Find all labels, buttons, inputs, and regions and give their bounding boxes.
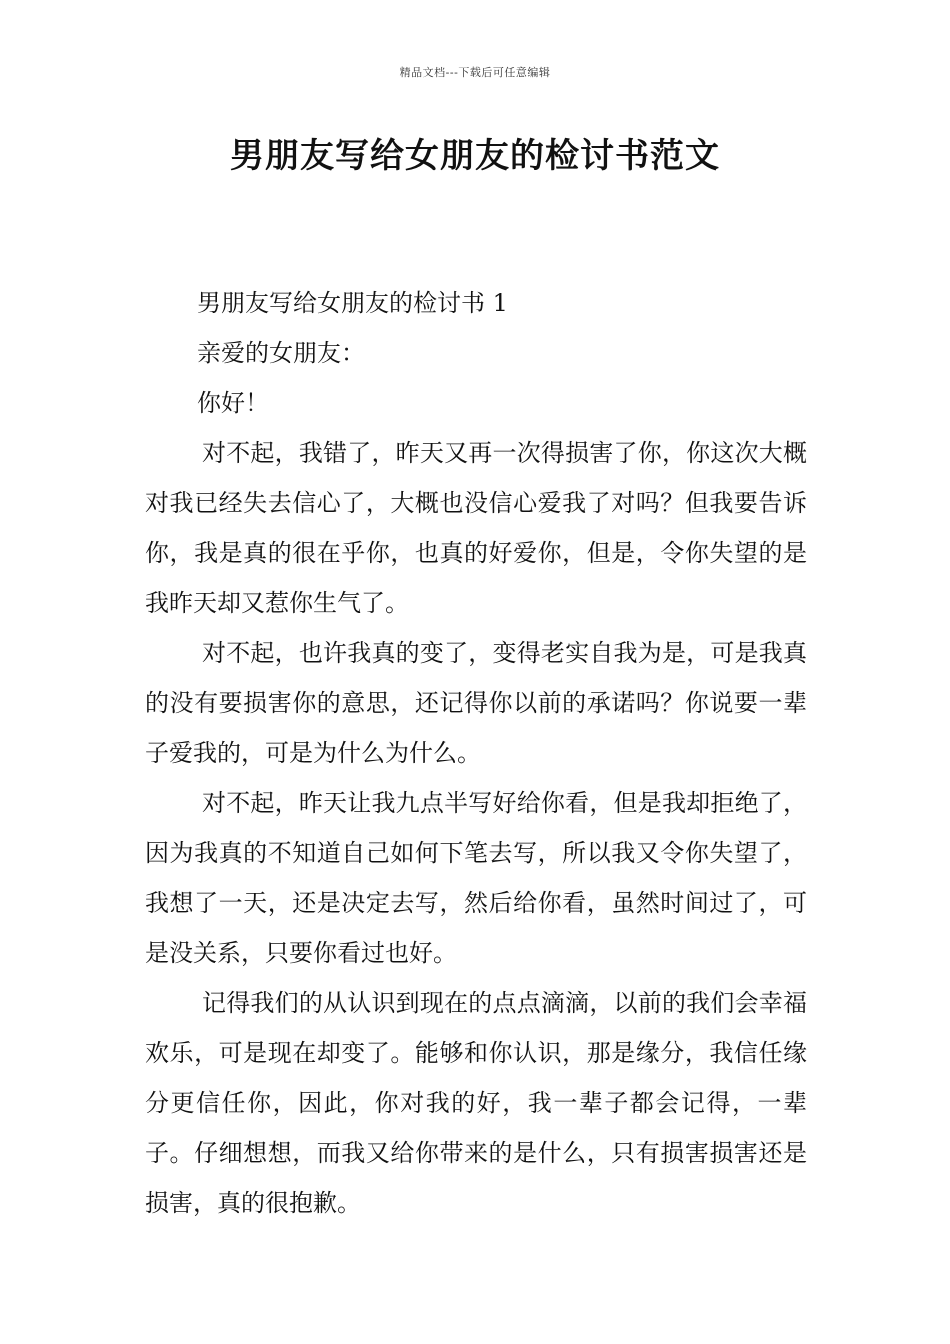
letter-greeting: 你好！ [197,389,269,417]
header-note: 精品文档---下载后可任意编辑 [399,66,551,79]
document-body [145,278,807,1228]
body-paragraph: 记得我们的从认识到现在的点点滴滴，以前的我们会幸福欢乐，可是现在却变了。能够和你认识，那是缘分，我信任缘分更信任你，因此，你对我的好，我一辈子都会记得，一辈子。仔细想想，而我又给你带来的是什么，只有损害损害还是损害，真的很抱歉。 [145,989,807,1217]
letter-subtitle: 男朋友写给女朋友的检讨书 1 [197,289,508,317]
letter-salutation: 亲爱的女朋友： [197,339,365,367]
body-paragraph: 对不起，我错了，昨天又再一次得损害了你，你这次大概对我已经失去信心了，大概也没信心爱我了对吗？但我要告诉你，我是真的很在乎你，也真的好爱你，但是，令你失望的是我昨天却又惹你生气了。 [145,439,807,617]
body-paragraph: 对不起，也许我真的变了，变得老实自我为是，可是我真的没有要损害你的意思，还记得你以前的承诺吗？你说要一辈子爱我的，可是为什么为什么。 [145,639,807,767]
document-title: 男朋友写给女朋友的检讨书范文 [230,136,720,176]
body-paragraph: 对不起，昨天让我九点半写好给你看，但是我却拒绝了，因为我真的不知道自己如何下笔去写，所以我又令你失望了，我想了一天，还是决定去写，然后给你看，虽然时间过了，可是没关系，只要你看过也好。 [145,789,807,967]
